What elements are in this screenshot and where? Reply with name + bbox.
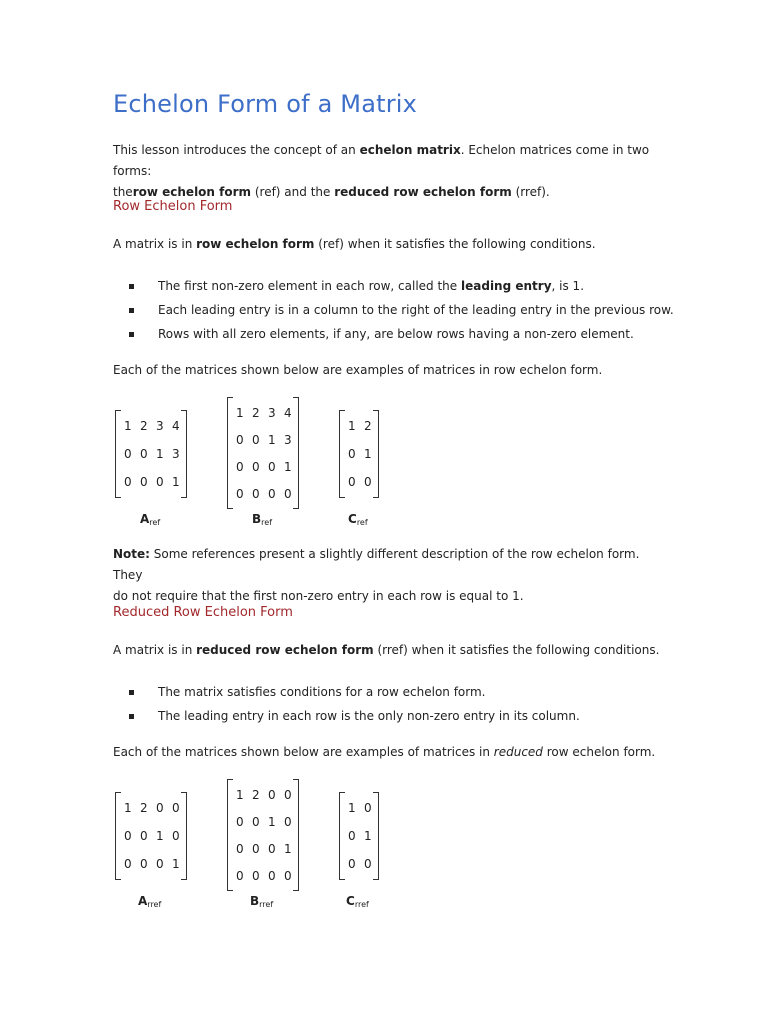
- matrix-entry: 1: [236, 406, 244, 420]
- intro-text-5: (rref).: [511, 185, 550, 199]
- intro-text-2: . Echelon matrices come in two forms:: [113, 143, 650, 178]
- condition-text: Rows with all zero elements, if any, are below rows having a non-zero element.: [158, 327, 634, 341]
- left-bracket: [227, 397, 233, 509]
- matrix-entry: 2: [140, 419, 148, 433]
- matrix-entry: 0: [172, 801, 180, 815]
- rref-def-bold: reduced row echelon form: [196, 643, 374, 657]
- matrix-entry: 0: [236, 842, 244, 856]
- matrix-row: [348, 829, 380, 843]
- matrix-entry: 0: [236, 487, 244, 501]
- left-bracket: [339, 410, 345, 498]
- matrix-entry: 0: [140, 447, 148, 461]
- matrix-entry: 0: [156, 475, 164, 489]
- matrix-c-ref: [339, 410, 379, 498]
- matrix-entry: 2: [140, 801, 148, 815]
- matrix-label-subscript: rref: [354, 900, 369, 909]
- intro-bold-rref: reduced row echelon form: [334, 185, 512, 199]
- matrix-label-a-rref: [138, 894, 161, 909]
- matrix-label-b-ref: [252, 512, 272, 527]
- bullet-icon: [129, 308, 134, 313]
- matrix-label-subscript: ref: [261, 518, 273, 527]
- matrix-entry: 2: [252, 406, 260, 420]
- list-item: [113, 277, 674, 301]
- matrix-entry: 1: [348, 419, 356, 433]
- rref-def-text-1: A matrix is in: [113, 643, 197, 657]
- matrix-row: [236, 788, 300, 802]
- matrix-row: [236, 869, 300, 883]
- left-bracket: [227, 779, 233, 891]
- matrix-row: [236, 406, 300, 420]
- matrix-entry: 0: [172, 829, 180, 843]
- matrix-entry: 3: [268, 406, 276, 420]
- list-item: [113, 683, 580, 707]
- intro-paragraph: [113, 140, 673, 203]
- list-item: [113, 325, 674, 349]
- matrix-row: [348, 419, 380, 433]
- matrix-label-name: A: [138, 894, 148, 908]
- matrix-label-c-ref: [348, 512, 368, 527]
- rref-conditions-list: [113, 683, 580, 731]
- matrix-entry: 1: [284, 460, 292, 474]
- matrix-label-c-rref: [346, 894, 369, 909]
- matrix-entry: 0: [364, 801, 372, 815]
- matrix-row: [124, 419, 188, 433]
- list-item: [113, 301, 674, 325]
- matrix-entry: 1: [364, 447, 372, 461]
- matrix-entry: 0: [236, 869, 244, 883]
- matrix-entry: 1: [268, 433, 276, 447]
- matrix-entry: 0: [364, 475, 372, 489]
- matrix-entry: 1: [124, 801, 132, 815]
- matrix-row: [236, 487, 300, 501]
- condition-bold: leading entry: [461, 279, 552, 293]
- matrix-entry: 0: [252, 842, 260, 856]
- matrix-entry: 0: [156, 801, 164, 815]
- matrix-entry: 0: [268, 788, 276, 802]
- matrix-entry: 3: [284, 433, 292, 447]
- intro-text-3: the: [113, 185, 133, 199]
- matrix-entry: 0: [252, 815, 260, 829]
- matrix-entry: 0: [252, 487, 260, 501]
- matrix-entry: 0: [156, 857, 164, 871]
- ref-def-bold: row echelon form: [196, 237, 315, 251]
- left-bracket: [115, 792, 121, 880]
- section-heading-ref: Row Echelon Form: [113, 199, 233, 214]
- matrix-entry: 0: [284, 815, 292, 829]
- condition-text: The first non-zero element in each row, called the: [158, 279, 461, 293]
- matrix-row: [124, 857, 188, 871]
- matrix-entry: 0: [236, 433, 244, 447]
- matrix-entry: 1: [172, 857, 180, 871]
- bullet-icon: [129, 714, 134, 719]
- note-text: Some references present a slightly different description of the row echelon form. They: [113, 547, 640, 582]
- rref-def-text-2: (rref) when it satisfies the following conditions.: [373, 643, 660, 657]
- intro-bold-echelon-matrix: echelon matrix: [359, 143, 461, 157]
- ref-definition: [113, 234, 673, 255]
- matrix-row: [348, 801, 380, 815]
- matrix-a-rref: [115, 792, 187, 880]
- page-title: Echelon Form of a Matrix: [113, 90, 418, 118]
- ref-conditions-list: [113, 277, 674, 349]
- matrix-entry: 2: [364, 419, 372, 433]
- matrix-label-name: B: [252, 512, 262, 526]
- left-bracket: [115, 410, 121, 498]
- matrix-a-ref: [115, 410, 187, 498]
- matrix-entry: 3: [156, 419, 164, 433]
- matrix-row: [236, 433, 300, 447]
- matrix-row: [348, 447, 380, 461]
- matrix-row: [236, 815, 300, 829]
- matrix-entry: 0: [124, 447, 132, 461]
- matrix-entry: 1: [172, 475, 180, 489]
- matrix-entry: 0: [252, 460, 260, 474]
- matrix-entry: 0: [140, 475, 148, 489]
- matrix-entry: 0: [236, 815, 244, 829]
- note-text-2: do not require that the first non-zero entry in each row is equal to 1.: [113, 589, 524, 603]
- bullet-icon: [129, 332, 134, 337]
- matrix-entry: 1: [284, 842, 292, 856]
- ref-def-text-2: (ref) when it satisfies the following conditions.: [314, 237, 596, 251]
- matrix-entry: 0: [236, 460, 244, 474]
- matrix-entry: 0: [268, 487, 276, 501]
- note-label: Note:: [113, 547, 150, 561]
- matrix-b-ref: [227, 397, 299, 509]
- matrix-entry: 4: [172, 419, 180, 433]
- matrix-row: [124, 829, 188, 843]
- matrix-label-name: B: [250, 894, 260, 908]
- rref-examples-text: [113, 742, 673, 763]
- matrix-row: [236, 842, 300, 856]
- condition-text: Each leading entry is in a column to the right of the leading entry in the previous row.: [158, 303, 674, 317]
- matrix-label-a-ref: [140, 512, 160, 527]
- matrix-entry: 0: [252, 869, 260, 883]
- matrix-entry: 0: [124, 857, 132, 871]
- matrix-label-name: A: [140, 512, 150, 526]
- matrix-entry: 0: [140, 829, 148, 843]
- matrix-entry: 1: [268, 815, 276, 829]
- matrix-entry: 4: [284, 406, 292, 420]
- matrix-row: [236, 460, 300, 474]
- intro-text-1: This lesson introduces the concept of an: [113, 143, 360, 157]
- matrix-entry: 0: [364, 857, 372, 871]
- matrix-entry: 0: [348, 857, 356, 871]
- bullet-icon: [129, 690, 134, 695]
- list-item: [113, 707, 580, 731]
- matrix-entry: 1: [156, 447, 164, 461]
- matrix-entry: 0: [268, 842, 276, 856]
- condition-text: The leading entry in each row is the only non-zero entry in its column.: [158, 709, 580, 723]
- matrix-entry: 0: [348, 447, 356, 461]
- left-bracket: [339, 792, 345, 880]
- matrix-entry: 0: [268, 869, 276, 883]
- matrix-row: [124, 801, 188, 815]
- matrix-label-name: C: [348, 512, 357, 526]
- matrix-entry: 1: [364, 829, 372, 843]
- matrix-label-subscript: rref: [259, 900, 274, 909]
- matrix-row: [124, 447, 188, 461]
- matrix-entry: 1: [236, 788, 244, 802]
- rref-examples-em: reduced: [493, 745, 543, 759]
- section-heading-rref: Reduced Row Echelon Form: [113, 605, 293, 620]
- matrix-entry: 0: [348, 475, 356, 489]
- intro-bold-ref: row echelon form: [132, 185, 252, 199]
- intro-text-4: (ref) and the: [251, 185, 335, 199]
- matrix-label-subscript: ref: [149, 518, 161, 527]
- matrix-entry: 0: [284, 869, 292, 883]
- matrix-c-rref: [339, 792, 379, 880]
- matrix-row: [348, 857, 380, 871]
- ref-examples-text: Each of the matrices shown below are examples of matrices in row echelon form.: [113, 363, 603, 377]
- matrix-b-rref: [227, 779, 299, 891]
- matrix-entry: 0: [268, 460, 276, 474]
- matrix-entry: 1: [124, 419, 132, 433]
- matrix-entry: 1: [348, 801, 356, 815]
- ref-def-text-1: A matrix is in: [113, 237, 197, 251]
- matrix-entry: 0: [252, 433, 260, 447]
- matrix-entry: 0: [140, 857, 148, 871]
- matrix-entry: 3: [172, 447, 180, 461]
- matrix-entry: 0: [348, 829, 356, 843]
- matrix-entry: 2: [252, 788, 260, 802]
- condition-text-post: , is 1.: [551, 279, 585, 293]
- matrix-label-subscript: rref: [147, 900, 162, 909]
- matrix-entry: 1: [156, 829, 164, 843]
- matrix-label-b-rref: [250, 894, 273, 909]
- matrix-label-subscript: ref: [356, 518, 368, 527]
- matrix-entry: 0: [124, 475, 132, 489]
- rref-definition: [113, 640, 673, 661]
- rref-examples-pre: Each of the matrices shown below are examples of matrices in: [113, 745, 494, 759]
- matrix-row: [348, 475, 380, 489]
- matrix-entry: 0: [124, 829, 132, 843]
- bullet-icon: [129, 284, 134, 289]
- matrix-label-name: C: [346, 894, 355, 908]
- matrix-entry: 0: [284, 487, 292, 501]
- note-paragraph: [113, 544, 653, 607]
- condition-text: The matrix satisfies conditions for a row echelon form.: [158, 685, 486, 699]
- rref-examples-post: row echelon form.: [542, 745, 656, 759]
- matrix-entry: 0: [284, 788, 292, 802]
- matrix-row: [124, 475, 188, 489]
